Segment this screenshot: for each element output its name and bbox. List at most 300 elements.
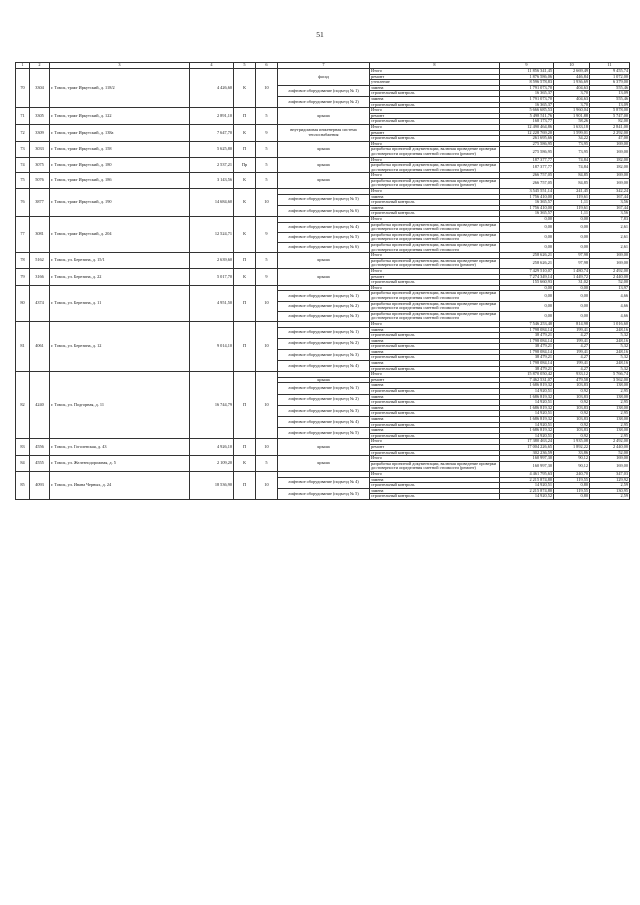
floors-cell: 10 bbox=[256, 69, 278, 108]
cost-per-m2-cell: 73,95 bbox=[554, 147, 590, 157]
service-label: ремонт bbox=[370, 113, 500, 119]
work-type-cell: крыша bbox=[278, 439, 370, 456]
cost-cell: 302 236,59 bbox=[500, 450, 554, 456]
house-code: 5076 bbox=[30, 173, 50, 189]
cost-per-m2-cell: 241,45 bbox=[554, 189, 590, 195]
cost-per-m2-cell: 31,02 bbox=[554, 280, 590, 286]
limit-cell: 138,00 bbox=[590, 394, 630, 400]
cost-per-m2-cell: 119,61 bbox=[554, 205, 590, 211]
work-type-cell: лифтовое оборудование (подъезд № 4) bbox=[278, 222, 370, 232]
material-cell: П bbox=[234, 321, 256, 371]
cost-cell: 2 215 874,80 bbox=[500, 488, 554, 494]
material-cell: Пр bbox=[234, 157, 256, 173]
house-code: 3075 bbox=[30, 157, 50, 173]
cost-per-m2-cell: 0,00 bbox=[554, 243, 590, 253]
work-type-cell: лифтовое оборудование (подъезд № 1) bbox=[278, 291, 370, 301]
service-label: Итого bbox=[370, 372, 500, 378]
service-label: ремонт bbox=[370, 377, 500, 383]
limit-cell: 3,56 bbox=[590, 200, 630, 206]
cost-per-m2-cell: 74,84 bbox=[554, 163, 590, 173]
cost-cell: 14 920,51 bbox=[500, 411, 554, 417]
service-label: ремонт bbox=[370, 130, 500, 136]
floors-cell: 9 bbox=[256, 217, 278, 253]
cost-cell: 15 870 050,42 bbox=[500, 372, 554, 378]
service-label: строительный контроль bbox=[370, 280, 500, 286]
area-cell: 14 684,60 bbox=[190, 189, 234, 217]
work-type-cell: лифтовое оборудование (подъезд № 2) bbox=[278, 394, 370, 405]
table-row bbox=[16, 173, 630, 179]
service-label: разработка проектной документации, включая проведение проверки достоверности определения сметной стоимости bbox=[370, 301, 500, 311]
cost-per-m2-cell: 1,11 bbox=[554, 211, 590, 217]
cost-cell: 1 791 073,70 bbox=[500, 96, 554, 102]
limit-cell: 555,46 bbox=[590, 96, 630, 102]
service-label: строительный контроль bbox=[370, 366, 500, 372]
cost-per-m2-cell: 0,92 bbox=[554, 433, 590, 439]
cost-per-m2-cell: 199,41 bbox=[554, 361, 590, 367]
page-number: 51 bbox=[316, 30, 324, 39]
limit-cell: 167,44 bbox=[590, 205, 630, 211]
cost-per-m2-cell: 119,55 bbox=[554, 477, 590, 483]
floors-cell: 10 bbox=[256, 471, 278, 499]
cost-per-m2-cell: 103,83 bbox=[554, 383, 590, 389]
limit-cell: 4,66 bbox=[590, 301, 630, 311]
cost-cell: 275 586,95 bbox=[500, 141, 554, 147]
material-cell: К bbox=[234, 217, 256, 253]
limit-cell: 167,44 bbox=[590, 194, 630, 200]
cost-per-m2-cell: 4,27 bbox=[554, 344, 590, 350]
address-cell: г. Томск, ул. Подгорная, д. 11 bbox=[50, 372, 190, 439]
material-cell: К bbox=[234, 189, 256, 217]
header-cell: 11 bbox=[590, 63, 630, 69]
limit-cell: 2 841,00 bbox=[590, 124, 630, 130]
limit-cell: 2 292,00 bbox=[590, 130, 630, 136]
limit-cell: 169,00 bbox=[590, 173, 630, 179]
row-number: 84 bbox=[16, 456, 30, 472]
work-type-cell: крыша bbox=[278, 108, 370, 125]
limit-cell: 13,09 bbox=[590, 102, 630, 108]
table-row bbox=[16, 124, 630, 130]
work-type-cell: лифтовое оборудование (подъезд № 4) bbox=[278, 417, 370, 428]
limit-cell: 5 747,00 bbox=[590, 113, 630, 119]
work-type-cell: лифтовое оборудование (подъезд № 5) bbox=[278, 428, 370, 439]
material-cell: П bbox=[234, 372, 256, 439]
cost-per-m2-cell: 90,12 bbox=[554, 456, 590, 462]
cost-cell: 7 546 253,40 bbox=[500, 321, 554, 327]
cost-per-m2-cell: 103,83 bbox=[554, 394, 590, 400]
service-label: строительный контроль bbox=[370, 483, 500, 489]
work-type-cell: крыша bbox=[278, 456, 370, 472]
cost-cell: 1 686 819,32 bbox=[500, 405, 554, 411]
cost-cell: 258 626,21 bbox=[500, 253, 554, 259]
cost-cell: 16 365,57 bbox=[500, 211, 554, 217]
cost-per-m2-cell: 1 480,74 bbox=[554, 268, 590, 274]
cost-per-m2-cell: 119,55 bbox=[554, 488, 590, 494]
cost-cell: 0,00 bbox=[500, 301, 554, 311]
area-cell: 18 536,90 bbox=[190, 471, 234, 499]
cost-cell: 3 545 551,14 bbox=[500, 189, 554, 195]
material-cell: П bbox=[234, 439, 256, 456]
work-type-cell: лифтовое оборудование (подъезд № 4) bbox=[278, 361, 370, 372]
limit-cell: 82,00 bbox=[590, 119, 630, 125]
cost-cell: 1 686 819,32 bbox=[500, 417, 554, 423]
cost-cell: 38 479,21 bbox=[500, 344, 554, 350]
area-cell: 12 524,71 bbox=[190, 217, 234, 253]
service-label: разработка проектной документации, включая проведение проверки достоверности определения сметной стоимости bbox=[370, 222, 500, 232]
address-cell: г. Томск, ул. Железнодорожная, д. 5 bbox=[50, 456, 190, 472]
address-cell: г. Томск, тракт Иркутский, д. 180 bbox=[50, 157, 190, 173]
house-code: 4374 bbox=[30, 285, 50, 321]
address-cell: г. Томск, ул. Березина, д. 12 bbox=[50, 321, 190, 371]
cost-cell: 1 876 586,06 bbox=[500, 74, 554, 80]
cost-cell: 187 377,77 bbox=[500, 163, 554, 173]
cost-cell: 4 461 795,63 bbox=[500, 471, 554, 477]
service-label: Итого bbox=[370, 456, 500, 462]
floors-cell: 10 bbox=[256, 285, 278, 321]
house-code: 3877 bbox=[30, 189, 50, 217]
row-number: 72 bbox=[16, 124, 30, 141]
cost-cell: 1 756 410,00 bbox=[500, 205, 554, 211]
address-cell: г. Томск, ул. Березина, д. 22 bbox=[50, 268, 190, 285]
service-label: строительный контроль bbox=[370, 355, 500, 361]
house-code: 3166 bbox=[30, 268, 50, 285]
limit-cell: 5,32 bbox=[590, 366, 630, 372]
material-cell: К bbox=[234, 456, 256, 472]
limit-cell: 248,16 bbox=[590, 327, 630, 333]
limit-cell: 169,00 bbox=[590, 147, 630, 157]
cost-per-m2-cell: 0,00 bbox=[554, 285, 590, 291]
cost-per-m2-cell: 1 633,18 bbox=[554, 124, 590, 130]
cost-per-m2-cell: 1 935,08 bbox=[554, 439, 590, 445]
service-label: разработка проектной документации, включая проведение проверки достоверности определения сметной стоимости (ремонт) bbox=[370, 147, 500, 157]
cost-cell: 261 695,66 bbox=[500, 136, 554, 142]
header-cell: 3 bbox=[50, 63, 190, 69]
cost-cell: 5 666 685,53 bbox=[500, 108, 554, 114]
service-label: Итого bbox=[370, 157, 500, 163]
cost-cell: 168 173,77 bbox=[500, 119, 554, 125]
limit-cell: 248,16 bbox=[590, 361, 630, 367]
cost-cell: 12 228 769,20 bbox=[500, 130, 554, 136]
cost-per-m2-cell: 1 960,04 bbox=[554, 108, 590, 114]
service-label: Итого bbox=[370, 471, 500, 477]
cost-per-m2-cell: 4,27 bbox=[554, 366, 590, 372]
cost-cell: 17 004 226,65 bbox=[500, 444, 554, 450]
limit-cell: 2,61 bbox=[590, 232, 630, 242]
limit-cell: 5,32 bbox=[590, 355, 630, 361]
floors-cell: 10 bbox=[256, 372, 278, 439]
cost-per-m2-cell: 0,00 bbox=[554, 232, 590, 242]
cost-per-m2-cell: 1 449,72 bbox=[554, 274, 590, 280]
service-label: разработка проектной документации, включая проведение проверки достоверности определения сметной стоимости bbox=[370, 311, 500, 321]
house-code: 3305 bbox=[30, 108, 50, 125]
cost-per-m2-cell: 4,27 bbox=[554, 355, 590, 361]
area-cell: 2 109,20 bbox=[190, 456, 234, 472]
row-number: 77 bbox=[16, 217, 30, 253]
work-type-cell: внутридомовая инженерная система теплоснабжения bbox=[278, 124, 370, 141]
cost-cell: 0,00 bbox=[500, 311, 554, 321]
cost-per-m2-cell: 240,70 bbox=[554, 471, 590, 477]
limit-cell: 347,03 bbox=[590, 471, 630, 477]
limit-cell: 3 562,00 bbox=[590, 377, 630, 383]
cost-cell: 0,00 bbox=[500, 285, 554, 291]
service-label: замена bbox=[370, 96, 500, 102]
material-cell: П bbox=[234, 285, 256, 321]
cost-per-m2-cell: 1 599,01 bbox=[554, 130, 590, 136]
cost-cell: 16 365,57 bbox=[500, 200, 554, 206]
address-cell: г. Томск, тракт Иркутский, д. 122 bbox=[50, 108, 190, 125]
row-number: 85 bbox=[16, 471, 30, 499]
cost-per-m2-cell: 34,22 bbox=[554, 136, 590, 142]
limit-cell: 169,00 bbox=[590, 253, 630, 259]
cost-per-m2-cell: 4,27 bbox=[554, 333, 590, 339]
service-label: замена bbox=[370, 327, 500, 333]
service-label: Итого bbox=[370, 69, 500, 75]
house-code: 4061 bbox=[30, 321, 50, 371]
service-label: строительный контроль bbox=[370, 344, 500, 350]
floors-cell: 9 bbox=[256, 268, 278, 285]
service-label: Итого bbox=[370, 217, 500, 223]
address-cell: г. Томск, тракт Иркутский, д. 158 bbox=[50, 141, 190, 157]
limit-cell: 1 072,00 bbox=[590, 74, 630, 80]
house-code: 4556 bbox=[30, 439, 50, 456]
cost-cell: 0,00 bbox=[500, 291, 554, 301]
header-cell: 5 bbox=[234, 63, 256, 69]
limit-cell: 555,46 bbox=[590, 85, 630, 91]
floors-cell: 9 bbox=[256, 124, 278, 141]
limit-cell: 2 440,00 bbox=[590, 444, 630, 450]
cost-cell: 14 920,52 bbox=[500, 494, 554, 500]
service-label: строительный контроль bbox=[370, 211, 500, 217]
cost-per-m2-cell: 404,63 bbox=[554, 96, 590, 102]
header-cell: 10 bbox=[554, 63, 590, 69]
work-type-cell: лифтовое оборудование (подъезд № 2) bbox=[278, 338, 370, 349]
cost-cell: 14 920,51 bbox=[500, 422, 554, 428]
work-type-cell: крыша bbox=[278, 377, 370, 383]
cost-cell: 1 798 084,14 bbox=[500, 338, 554, 344]
cost-per-m2-cell: 2 669,49 bbox=[554, 69, 590, 75]
limit-cell: 13,97 bbox=[590, 285, 630, 291]
limit-cell: 138,00 bbox=[590, 383, 630, 389]
cost-per-m2-cell: 0,92 bbox=[554, 411, 590, 417]
row-number: 78 bbox=[16, 253, 30, 269]
cost-per-m2-cell: 0,92 bbox=[554, 400, 590, 406]
cost-cell: 1 686 819,32 bbox=[500, 394, 554, 400]
area-cell: 5 625,80 bbox=[190, 141, 234, 157]
row-number: 81 bbox=[16, 321, 30, 371]
house-code: 3081 bbox=[30, 217, 50, 253]
material-cell: К bbox=[234, 268, 256, 285]
work-type-cell: лифтовое оборудование (подъезд № 4) bbox=[278, 477, 370, 488]
floors-cell: 5 bbox=[256, 173, 278, 189]
service-label: строительный контроль bbox=[370, 200, 500, 206]
cost-cell: 8 596 578,83 bbox=[500, 80, 554, 86]
house-code: 3309 bbox=[30, 124, 50, 141]
cost-per-m2-cell: 0,80 bbox=[554, 483, 590, 489]
service-label: Итого bbox=[370, 189, 500, 195]
work-type-cell: лифтовое оборудование (подъезд № 1) bbox=[278, 383, 370, 394]
table-row bbox=[16, 69, 630, 75]
floors-cell: 10 bbox=[256, 321, 278, 371]
header-cell: 1 bbox=[16, 63, 30, 69]
cost-cell: 155 660,93 bbox=[500, 280, 554, 286]
house-code: 4093 bbox=[30, 471, 50, 499]
work-type-cell: крыша bbox=[278, 173, 370, 189]
cost-per-m2-cell: 119,61 bbox=[554, 194, 590, 200]
service-label: разработка проектной документации, включая проведение проверки достоверности определения сметной стоимости bbox=[370, 232, 500, 242]
work-type-cell: лифтовое оборудование (подъезд № 5) bbox=[278, 232, 370, 242]
cost-cell: 187 377,77 bbox=[500, 157, 554, 163]
cost-cell: 2 215 874,80 bbox=[500, 477, 554, 483]
limit-cell: 52,00 bbox=[590, 280, 630, 286]
cost-cell: 0,00 bbox=[500, 217, 554, 223]
work-type-cell: лифтовое оборудование (подъезд № 2) bbox=[278, 301, 370, 311]
cost-per-m2-cell: 3,70 bbox=[554, 91, 590, 97]
address-cell: г. Томск, тракт Иркутский, д. 186 bbox=[50, 173, 190, 189]
material-cell: К bbox=[234, 69, 256, 108]
cost-cell: 38 479,21 bbox=[500, 366, 554, 372]
work-type-cell: крыша bbox=[278, 157, 370, 173]
cost-per-m2-cell: 0,00 bbox=[554, 311, 590, 321]
service-label: строительный контроль bbox=[370, 411, 500, 417]
limit-cell: 4,66 bbox=[590, 291, 630, 301]
limit-cell: 2,61 bbox=[590, 243, 630, 253]
cost-per-m2-cell: 1 936,69 bbox=[554, 80, 590, 86]
floors-cell: 5 bbox=[256, 141, 278, 157]
cost-per-m2-cell: 74,84 bbox=[554, 157, 590, 163]
header-cell: 8 bbox=[370, 63, 500, 69]
cost-cell: 38 479,21 bbox=[500, 355, 554, 361]
limit-cell: 130,95 bbox=[590, 488, 630, 494]
header-cell: 9 bbox=[500, 63, 554, 69]
material-cell: П bbox=[234, 141, 256, 157]
limit-cell: 5 878,00 bbox=[590, 108, 630, 114]
service-label: строительный контроль bbox=[370, 400, 500, 406]
area-cell: 2 639,60 bbox=[190, 253, 234, 269]
limit-cell: 7,83 bbox=[590, 217, 630, 223]
work-type-cell: лифтовое оборудование (подъезд № 1) bbox=[278, 85, 370, 96]
cost-per-m2-cell: 0,92 bbox=[554, 389, 590, 395]
area-cell: 4 951,50 bbox=[190, 285, 234, 321]
address-cell: г. Томск, ул. Березина, д. 15/1 bbox=[50, 253, 190, 269]
header-cell: 4 bbox=[190, 63, 234, 69]
cost-cell: 17 380 463,24 bbox=[500, 439, 554, 445]
address-cell: г. Томск, тракт Иркутский, д. 138а bbox=[50, 124, 190, 141]
service-label: разработка проектной документации, включая проведение проверки достоверности определения сметной стоимости (ремонт) bbox=[370, 163, 500, 173]
cost-per-m2-cell: 73,95 bbox=[554, 141, 590, 147]
limit-cell: 182,00 bbox=[590, 157, 630, 163]
address-cell: г. Томск, ул. Ивана Черных, д. 24 bbox=[50, 471, 190, 499]
floors-cell: 5 bbox=[256, 253, 278, 269]
row-number: 73 bbox=[16, 141, 30, 157]
cost-per-m2-cell: 0,80 bbox=[554, 494, 590, 500]
table-row bbox=[16, 439, 630, 445]
floors-cell: 5 bbox=[256, 157, 278, 173]
limit-cell: 2,95 bbox=[590, 422, 630, 428]
cost-per-m2-cell: 103,83 bbox=[554, 405, 590, 411]
header-cell: 7 bbox=[278, 63, 370, 69]
service-label: замена bbox=[370, 477, 500, 483]
cost-cell: 266 757,05 bbox=[500, 173, 554, 179]
house-code: 4240 bbox=[30, 372, 50, 439]
table-row bbox=[16, 108, 630, 114]
limit-cell: 4,66 bbox=[590, 311, 630, 321]
material-cell: К bbox=[234, 173, 256, 189]
cost-per-m2-cell: 0,92 bbox=[554, 422, 590, 428]
row-number: 82 bbox=[16, 372, 30, 439]
service-label: строительный контроль bbox=[370, 333, 500, 339]
limit-cell: 2 440,00 bbox=[590, 274, 630, 280]
cost-cell: 7 462 531,07 bbox=[500, 377, 554, 383]
cost-cell: 266 757,05 bbox=[500, 178, 554, 188]
cost-cell: 11 856 341,45 bbox=[500, 69, 554, 75]
floors-cell: 5 bbox=[256, 108, 278, 125]
work-type-cell: лифтовое оборудование (подъезд № 6) bbox=[278, 243, 370, 253]
work-type-cell: крыша bbox=[278, 268, 370, 285]
service-label: ремонт bbox=[370, 74, 500, 80]
capital-repair-table bbox=[15, 62, 630, 500]
floors-cell: 10 bbox=[256, 439, 278, 456]
limit-cell: 47,00 bbox=[590, 136, 630, 142]
limit-cell: 129,92 bbox=[590, 477, 630, 483]
cost-cell: 16 365,37 bbox=[500, 102, 554, 108]
limit-cell: 248,16 bbox=[590, 338, 630, 344]
service-label: строительный контроль bbox=[370, 119, 500, 125]
address-cell: г. Томск, ул. Березина, д. 11 bbox=[50, 285, 190, 321]
cost-per-m2-cell: 90,12 bbox=[554, 461, 590, 471]
cost-cell: 0,00 bbox=[500, 243, 554, 253]
service-label: разработка проектной документации, включая проведение проверки достоверности определения сметной стоимости bbox=[370, 243, 500, 253]
material-cell: П bbox=[234, 253, 256, 269]
service-label: замена bbox=[370, 488, 500, 494]
service-label: замена bbox=[370, 205, 500, 211]
work-type-cell: лифтовое оборудование (подъезд № 5) bbox=[278, 194, 370, 205]
material-cell: П bbox=[234, 471, 256, 499]
cost-cell: 160 997,30 bbox=[500, 456, 554, 462]
cost-cell: 1 798 084,14 bbox=[500, 327, 554, 333]
row-number: 76 bbox=[16, 189, 30, 217]
limit-cell: 5 766,74 bbox=[590, 372, 630, 378]
service-label: замена bbox=[370, 405, 500, 411]
cost-cell: 1 756 410,00 bbox=[500, 194, 554, 200]
area-cell: 2 891,10 bbox=[190, 108, 234, 125]
service-label: строительный контроль bbox=[370, 494, 500, 500]
row-number: 83 bbox=[16, 439, 30, 456]
service-label: утепление bbox=[370, 80, 500, 86]
house-code: 3033 bbox=[30, 141, 50, 157]
work-type-cell: лифтовое оборудование (подъезд № 2) bbox=[278, 96, 370, 107]
header-cell: 6 bbox=[256, 63, 278, 69]
row-number: 74 bbox=[16, 157, 30, 173]
service-label: разработка проектной документации, включая проведение проверки достоверности определения сметной стоимости bbox=[370, 291, 500, 301]
service-label: ремонт bbox=[370, 274, 500, 280]
service-label: замена bbox=[370, 417, 500, 423]
cost-per-m2-cell: 0,00 bbox=[554, 301, 590, 311]
service-label: Итого bbox=[370, 253, 500, 259]
limit-cell: 138,00 bbox=[590, 405, 630, 411]
service-label: строительный контроль bbox=[370, 389, 500, 395]
limit-cell: 2,95 bbox=[590, 389, 630, 395]
area-cell: 5 017,70 bbox=[190, 268, 234, 285]
cost-cell: 14 920,51 bbox=[500, 483, 554, 489]
cost-per-m2-cell: 84,85 bbox=[554, 178, 590, 188]
cost-cell: 275 586,95 bbox=[500, 147, 554, 157]
cost-per-m2-cell: 103,83 bbox=[554, 417, 590, 423]
limit-cell: 13,09 bbox=[590, 91, 630, 97]
limit-cell: 2 492,00 bbox=[590, 439, 630, 445]
service-label: замена bbox=[370, 361, 500, 367]
cost-per-m2-cell: 479,58 bbox=[554, 377, 590, 383]
work-type-cell: лифтовое оборудование (подъезд № 3) bbox=[278, 405, 370, 416]
service-label: Итого bbox=[370, 439, 500, 445]
